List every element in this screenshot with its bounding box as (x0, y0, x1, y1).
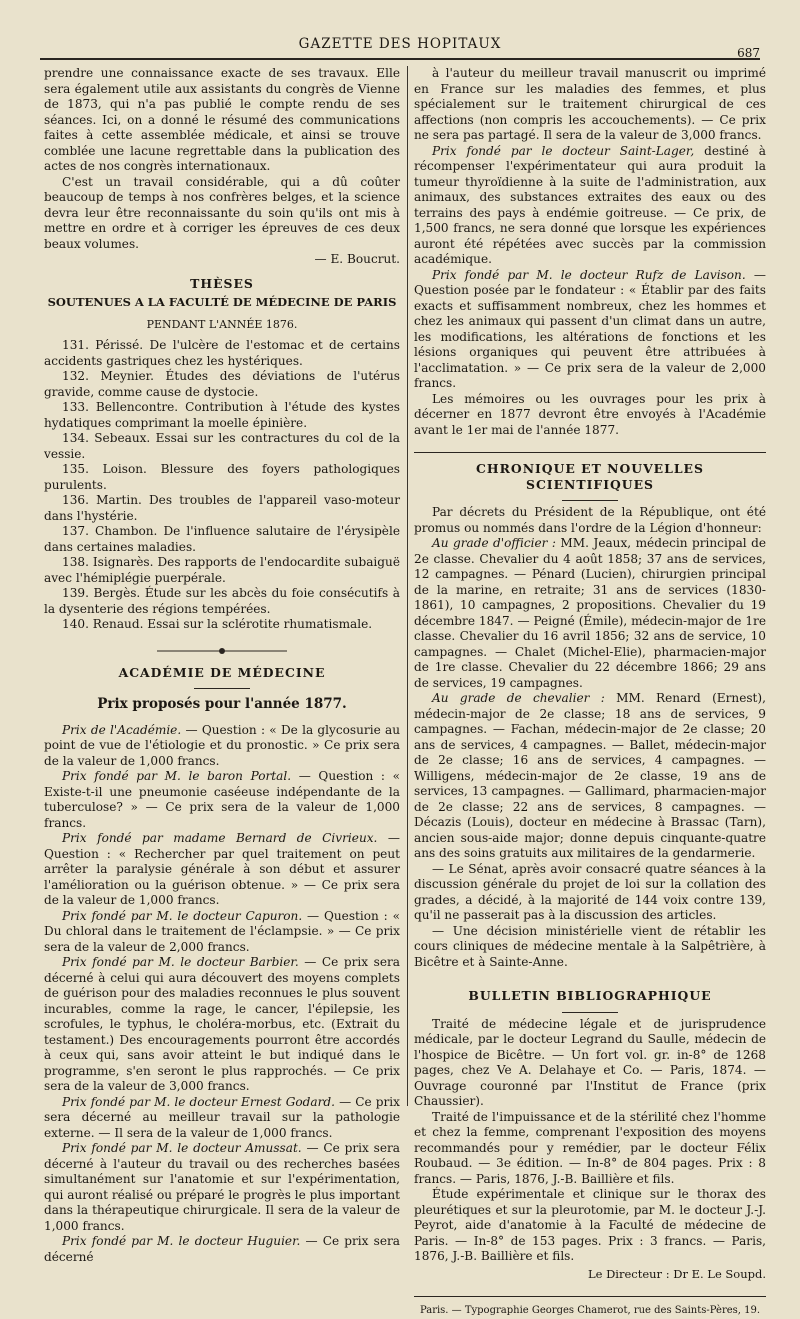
prize-item-text: Les mémoires ou les ouvrages pour les prix à décerner en 1877 devront être envoyés à l'Académie avant le 1er mai de l'année 1877. (414, 391, 766, 437)
prize-item-lead: Prix fondé par le docteur Saint-Lager, (432, 143, 695, 158)
bibliography-item: Étude expérimentale et clinique sur le thorax des pleurétiques et sur la pleurotomie, par M. le docteur J.-J. Peyrot, aide d'anatomie à la Faculté de médecine de Paris. — In-8° de 153 pages. Prix : 3 francs. — Paris, 1876, J.-B. Baillière et fils. (414, 1187, 766, 1263)
header-rule (40, 58, 760, 60)
heading-dash (562, 1012, 618, 1013)
section-rule (414, 452, 766, 453)
prize-item-lead: Prix fondé par M. le docteur Huguier. (62, 1234, 301, 1248)
heading-dash (562, 500, 618, 501)
chronicle-item (414, 924, 766, 971)
bibliography-item: Traité de médecine légale et de jurisprudence médicale, par le docteur Legrand du Saulle, médecin de l'hospice de Bicêtre. — Un fort vol. gr. in-8° de 1268 pages, chez Ve A. Delahaye et Co. — Paris, 1874. — Ouvrage couronné par l'Institut de France (prix Chaussier). (414, 1016, 766, 1108)
prize-item-text: — Question : « Rechercher par quel traitement on peut arrêter la paralysie générale à son début et assurer l'amélioration ou la guérison obtenue. » — Ce prix sera de la valeur de 1,000 francs. (44, 831, 400, 907)
theses-subheading: SOUTENUES A LA FACULTÉ DE MÉDECINE DE PARIS (47, 295, 397, 309)
chronicle-item-lead: Au grade d'officier : (432, 536, 556, 550)
prizes-list-continued (414, 66, 766, 438)
thesis-item: 135. Loison. Blessure des foyers pathologiques purulents. (44, 462, 400, 492)
intro-signature: — E. Boucrut. (314, 252, 400, 266)
prize-item-text: à l'auteur du meilleur travail manuscrit ou imprimé en France sur les maladies des femmes, et plus spécialement sur le traitement chirurgical de ces affections (non compris les accouchements). — Ce prix ne sera pas partagé. Il sera de la valeur de 3,000 francs. (414, 66, 766, 142)
prize-item (44, 955, 400, 1095)
prize-item (44, 1234, 400, 1265)
prize-item-text: — Ce prix sera décerné à l'auteur du travail ou des recherches basées simultanément sur l'anatomie et sur l'expérimentation, qui auront réalisé ou préparé le progrès le plus important dans la thérapeutique chirurgicale. Il sera de la valeur de 1,000 francs. (44, 1141, 400, 1233)
prize-item (414, 144, 766, 268)
prize-item (414, 392, 766, 439)
chronicle-item-text: — Le Sénat, après avoir consacré quatre séances à la discussion générale du projet de loi sur la collation des grades, a décidé, à la majorité de 144 voix contre 139, qu'il ne passerait pas à la discussion des articles. (414, 861, 766, 922)
prize-item-text: — Ce prix sera décerné au meilleur travail sur la pathologie externe. — Il sera de la valeur de 1,000 francs. (44, 1094, 400, 1140)
heading-dash (194, 688, 250, 689)
intro-paragraph: prendre une connaissance exacte de ses travaux. Elle sera également utile aux assistants du congrès de Vienne de 1873, qui n'a pas publié le compte rendu de ses séances. Ici, on a donné le résumé des communications faites à cette assemblée médicale, et ainsi se trouve comblée une lacune regrettable dans la publication des actes de nos congrès internationaux. (44, 66, 400, 173)
prize-item-text: — Question : « Du chloral dans le traitement de l'éclampsie. » — Ce prix sera de la valeur de 2,000 francs. (44, 908, 400, 954)
thesis-item: 140. Renaud. Essai sur la sclérotite rhumatismale. (62, 617, 373, 631)
prize-item (44, 909, 400, 956)
left-column (44, 66, 400, 1265)
printer-line: Paris. — Typographie Georges Chamerot, rue des Saints-Pères, 19. (419, 1305, 761, 1316)
thesis-item: 136. Martin. Des troubles de l'appareil vaso-moteur dans l'hystérie. (44, 493, 400, 523)
prize-item-lead: Prix de l'Académie. (62, 722, 182, 737)
thesis-item: 133. Bellencontre. Contribution à l'étude des kystes hydatiques comprimant la moelle épinière. (44, 400, 400, 430)
column-separator (407, 66, 408, 1106)
prize-item-lead: Prix fondé par M. le docteur Rufz de Lavison. (432, 267, 746, 282)
chronicle-item-text: MM. Renard (Ernest), médecin-major de 2e classe; 18 ans de services, 9 campagnes. — Fachan, médecin-major de 2e classe; 20 ans de services, 4 campagnes. — Ballet, médecin-major de 2e classe; 16 ans de services, 4 campagnes. — Willigens, médecin-major de 2e classe, 19 ans de services, 13 campagnes. — Gallimard, pharmacien-major de 2e classe; 22 ans de services, 8 campagnes. — Décazis (Louis), docteur en médecine à Brassac (Tarn), ancien sous-aide major; donne depuis cinquante-quatre ans des soins gratuits aux militaires de la gendarmerie. (414, 691, 766, 860)
thesis-item: 138. Isignarès. Des rapports de l'endocardite subaiguë avec l'hémiplégie puerpérale. (44, 555, 400, 585)
thesis-item: 134. Sebeaux. Essai sur les contractures du col de la vessie. (44, 431, 400, 461)
bibliography-list (414, 1017, 766, 1265)
theses-heading: THÈSES (190, 275, 254, 291)
prize-item-lead: Prix fondé par M. le docteur Barbier. (62, 955, 299, 969)
page-number: 687 (737, 46, 760, 60)
chronicle-item-text: MM. Jeaux, médecin principal de 2e classe. Chevalier du 4 août 1858; 37 ans de services, 12 campagnes. — Pénard (Lucien), chirurgien principal de la marine, en retraite; 31 ans de services (1830-1861), 10 campagnes, 2 propositions. Chevalier du 19 décembre 1847. — Peigné (Émile), médecin-major de 1re classe. Chevalier du 16 avril 1856; 32 ans de service, 10 campagnes. — Chalet (Michel-Elie), pharmacien-major de 1re classe. Chevalier du 22 décembre 1866; 29 ans de services, 19 campagnes. (414, 536, 766, 690)
prize-item (44, 1095, 400, 1142)
page-title: GAZETTE DES HOPITAUX (298, 36, 502, 52)
prize-item-lead: Prix fondé par M. le baron Portal. (62, 769, 292, 783)
prize-item (44, 769, 400, 831)
thesis-item: 139. Bergès. Étude sur les abcès du foie consécutifs à la dysenterie des régions tempérées. (44, 586, 400, 616)
prize-item-lead: Prix fondé par madame Bernard de Civrieux. (62, 831, 378, 845)
chronicle-item-text: — Une décision ministérielle vient de rétablir les cours cliniques de médecine mentale à la Salpêtrière, à Bicêtre et à Sainte-Anne. (414, 923, 766, 969)
bulletin-heading: BULLETIN BIBLIOGRAPHIQUE (468, 988, 712, 1003)
prize-item (414, 66, 766, 144)
prize-item (44, 1141, 400, 1234)
prizes-list (44, 723, 400, 1266)
chronicle-item (414, 505, 766, 536)
prize-item-text: — Question posée par le fondateur : « Établir par des faits exacts et suffisamment nombreux, chez les hommes et chez les animaux qui passent d'un climat dans un autre, les modifications, les altérations de fonctions et les lésions organiques qui peuvent être attribuées à l'acclimatation. » — Ce prix sera de la valeur de 2,000 francs. (414, 267, 766, 390)
chronicle-item-text: Par décrets du Président de la République, ont été promus ou nommés dans l'ordre de la Légion d'honneur: (414, 505, 766, 535)
prize-item-text: — Question : « De la glycosurie au point de vue de l'étiologie et du pronostic. » Ce prix sera de la valeur de 1,000 francs. (44, 722, 400, 768)
prize-item-text: destiné à récompenser l'expérimentateur qui aura produit la tumeur thyroïdienne à la suite de l'administration, aux animaux, des substances extraites des eaux ou des terrains des pays à endémie goitreuse. — Ce prix, de 1,500 francs, ne sera donné que lorsque les expériences auront été répétées avec succès par la commission académique. (414, 143, 766, 266)
academy-heading: ACADÉMIE DE MÉDECINE (118, 664, 326, 680)
prizes-heading: Prix proposés pour l'année 1877. (97, 696, 347, 712)
intro-paragraph: C'est un travail considérable, qui a dû coûter beaucoup de temps à nos confrères belges, et la science devra leur être reconnaissante du soin qu'ils ont mis à mettre en ordre et à corriger les épreuves de ces deux beaux volumes. (44, 174, 400, 251)
prize-item-lead: Prix fondé par M. le docteur Amussat. (62, 1141, 302, 1155)
theses-period: PENDANT L'ANNÉE 1876. (146, 317, 298, 331)
prize-item (44, 723, 400, 770)
chronicle-list (414, 505, 766, 970)
chronicle-heading: CHRONIQUE ET NOUVELLES SCIENTIFIQUES (476, 461, 704, 492)
thesis-item: 131. Périssé. De l'ulcère de l'estomac et de certains accidents gastriques chez les hystériques. (44, 338, 400, 368)
chronicle-item (414, 862, 766, 924)
prize-item-lead: Prix fondé par M. le docteur Capuron. (62, 908, 303, 923)
director-line: Le Directeur : Dr E. Le Soupd. (587, 1266, 766, 1281)
chronicle-item (414, 691, 766, 862)
prize-item-lead: Prix fondé par M. le docteur Ernest Godard. (62, 1094, 335, 1109)
theses-list (44, 338, 400, 633)
thesis-item: 137. Chambon. De l'influence salutaire de l'érysipèle dans certaines maladies. (44, 524, 400, 554)
ornament-divider (157, 647, 287, 655)
chronicle-item (414, 536, 766, 691)
chronicle-item-lead: Au grade de chevalier : (432, 691, 605, 705)
thesis-item: 132. Meynier. Études des déviations de l'utérus gravide, comme cause de dystocie. (44, 369, 400, 399)
right-column (414, 66, 766, 1319)
page-header (40, 30, 760, 58)
prize-item (414, 268, 766, 392)
bibliography-item: Traité de l'impuissance et de la stérilité chez l'homme et chez la femme, comprenant l'exposition des moyens recommandés pour y remédier, par le docteur Félix Roubaud. — 3e édition. — In-8° de 804 pages. Prix : 8 francs. — Paris, 1876, J.-B. Baillière et fils. (414, 1109, 766, 1186)
footer-rule (414, 1296, 766, 1297)
prize-item-text: — Ce prix sera décerné à celui qui aura découvert des moyens complets de guérison pour des maladies reconnues le plus souvent incurables, comme la rage, le cancer, l'épilepsie, les scrofules, le typhus, le choléra-morbus, etc. (Extrait du testament.) Des encouragements pourront être accordés à ceux qui, sans avoir atteint le but indiqué dans le programme, s'en seront le plus rapprochés. — Ce prix sera de la valeur de 3,000 francs. (44, 955, 400, 1093)
prize-item-text: — Question : « Existe-t-il une pneumonie caséeuse indépendante de la tuberculose? » — Ce prix sera de la valeur de 1,000 francs. (44, 769, 400, 830)
prize-item (44, 831, 400, 909)
prize-item-text: — Ce prix sera décerné (44, 1234, 400, 1264)
